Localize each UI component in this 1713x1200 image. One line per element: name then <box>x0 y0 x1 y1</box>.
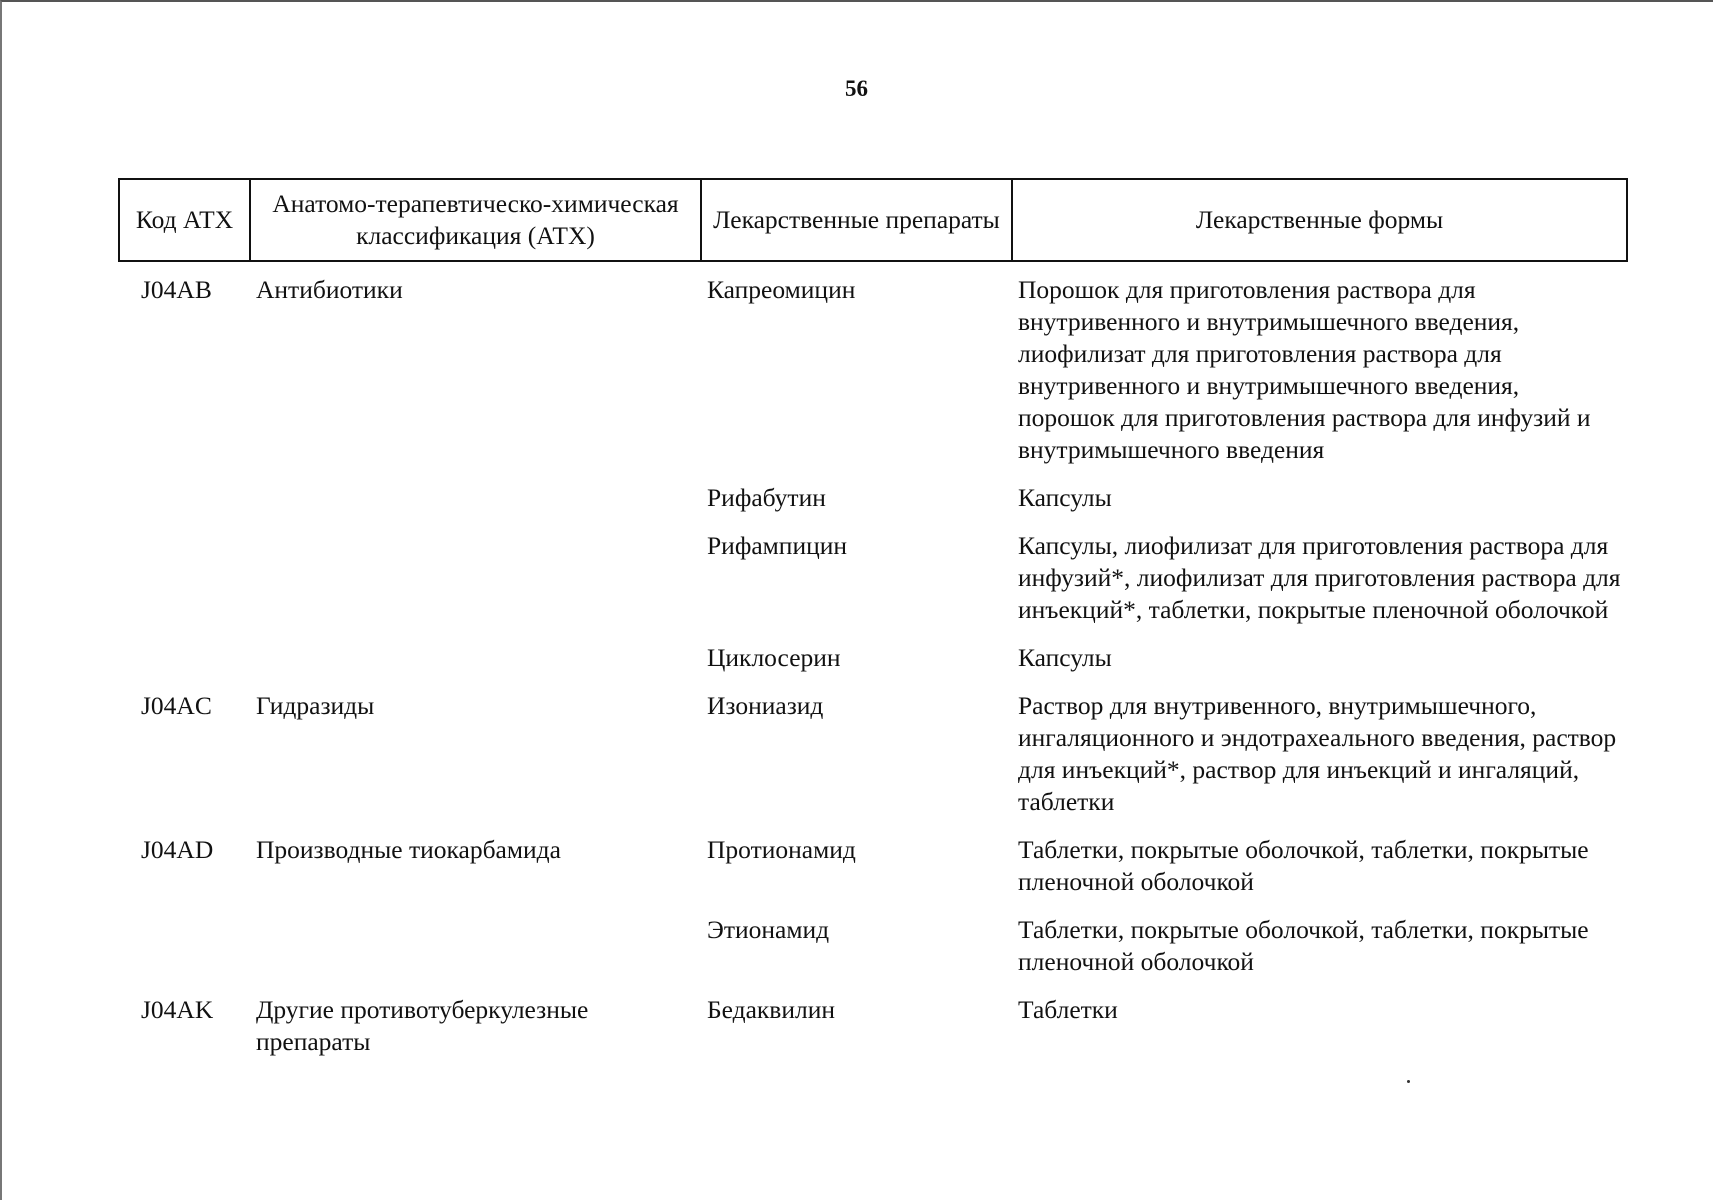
classification-cell: Производные тиокарбамида <box>256 835 561 864</box>
drug-cell: Рифампицин <box>707 531 848 560</box>
table-header <box>119 179 1627 261</box>
classification-cell <box>250 482 701 530</box>
table-row <box>119 530 1627 642</box>
page-number: 56 <box>845 76 868 101</box>
classification-cell: Гидразиды <box>256 691 375 720</box>
classification-cell <box>250 914 701 994</box>
atc-code-cell: J04AC <box>141 691 212 720</box>
classification-cell: Другие противотуберкулезные препараты <box>256 995 589 1056</box>
table-row <box>119 690 1627 834</box>
drug-cell: Изониазид <box>707 691 824 720</box>
header-drugs: Лекарственные препараты <box>701 179 1012 261</box>
atc-code-cell <box>119 482 250 530</box>
table-row <box>119 482 1627 530</box>
table-row <box>119 261 1627 482</box>
table-row <box>119 642 1627 690</box>
atc-code-cell <box>119 914 250 994</box>
dosage-forms-cell: Капсулы <box>1018 483 1112 512</box>
atc-drug-table <box>118 178 1628 1074</box>
header-atc-code: Код АТХ <box>119 179 250 261</box>
drug-cell: Капреомицин <box>707 275 856 304</box>
classification-cell <box>250 642 701 690</box>
header-row <box>119 179 1627 261</box>
dosage-forms-cell: Раствор для внутривенного, внутримышечного, ингаляционного и эндотрахеального введения, раствор для инъекций*, раствор для инъекций и ингаляций, таблетки <box>1018 691 1617 816</box>
scan-speck <box>1407 1080 1410 1083</box>
drug-cell: Протионамид <box>707 835 856 864</box>
table-row <box>119 834 1627 914</box>
atc-code-cell <box>119 530 250 642</box>
classification-cell <box>250 530 701 642</box>
table-body <box>119 261 1627 1074</box>
drug-cell: Циклосерин <box>707 643 841 672</box>
atc-code-cell <box>119 642 250 690</box>
atc-code-cell: J04AB <box>141 275 212 304</box>
table-row <box>119 994 1627 1074</box>
dosage-forms-cell: Порошок для приготовления раствора для внутривенного и внутримышечного введения, лиофилизат для приготовления раствора для внутривенного и внутримышечного введения, порошок для приготовления раствора для инфузий и внутримышечного введения <box>1018 275 1591 464</box>
drug-cell: Этионамид <box>707 915 830 944</box>
atc-code-cell: J04AK <box>141 995 214 1024</box>
table-row <box>119 914 1627 994</box>
header-atc-classification: Анатомо-терапевтическо-химическая классификация (АТХ) <box>250 179 701 261</box>
drug-cell: Рифабутин <box>707 483 826 512</box>
dosage-forms-cell: Таблетки, покрытые оболочкой, таблетки, покрытые пленочной оболочкой <box>1018 915 1589 976</box>
dosage-forms-cell: Таблетки, покрытые оболочкой, таблетки, покрытые пленочной оболочкой <box>1018 835 1589 896</box>
atc-code-cell: J04AD <box>141 835 214 864</box>
dosage-forms-cell: Таблетки <box>1018 995 1118 1024</box>
drug-cell: Бедаквилин <box>707 995 836 1024</box>
classification-cell: Антибиотики <box>256 275 403 304</box>
dosage-forms-cell: Капсулы <box>1018 643 1112 672</box>
dosage-forms-cell: Капсулы, лиофилизат для приготовления раствора для инфузий*, лиофилизат для приготовления раствора для инъекций*, таблетки, покрытые пленочной оболочкой <box>1018 531 1621 624</box>
header-dosage-forms: Лекарственные формы <box>1012 179 1627 261</box>
